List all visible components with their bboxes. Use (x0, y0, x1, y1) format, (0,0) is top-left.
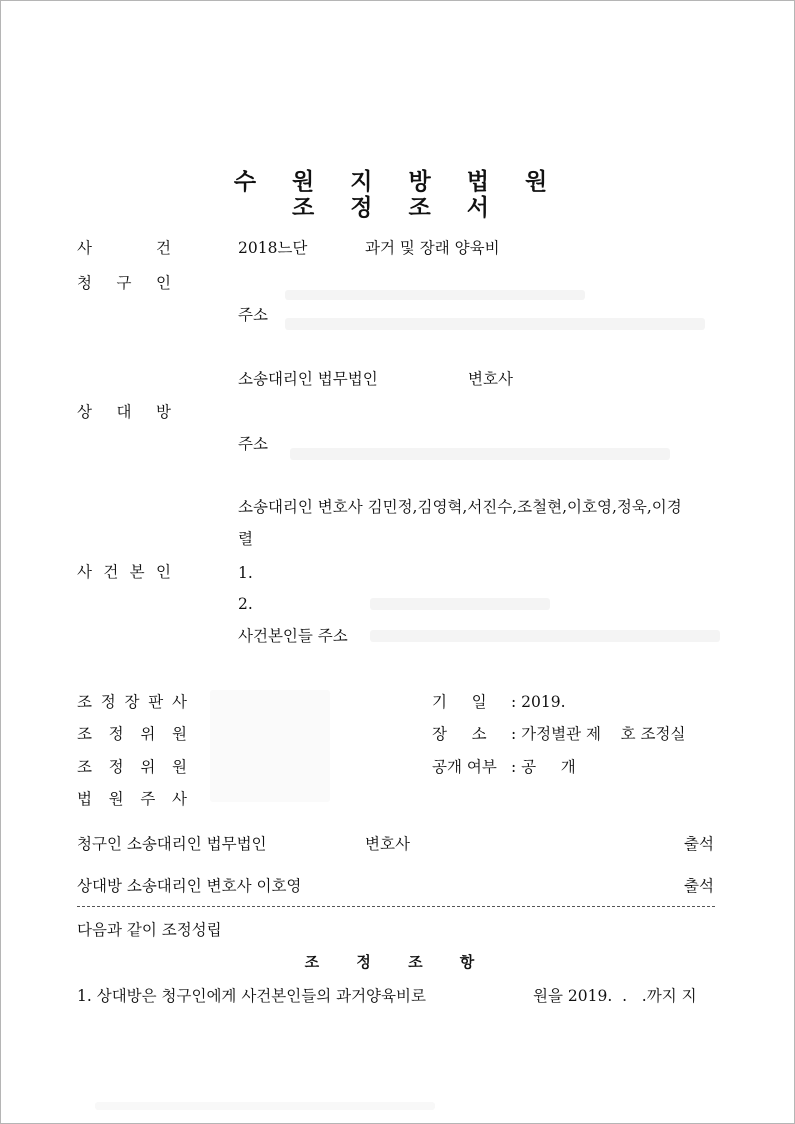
respondent-agent-attendance: 상대방 소송대리인 변호사 이호영 (77, 877, 302, 895)
conclusion-statement: 다음과 같이 조정성립 (77, 921, 222, 939)
claimant-agent-attendance: 청구인 소송대리인 법무법인 (77, 835, 267, 853)
public-label: 공개 여부 (432, 758, 497, 776)
claimant-agent-label: 소송대리인 법무법인 (238, 370, 378, 388)
case-name: 과거 및 장래 양육비 (365, 239, 500, 257)
case-number: 2018느단 (238, 239, 308, 257)
redacted-area (95, 1102, 435, 1110)
case-label: 사 건 (77, 239, 171, 257)
claimant-agent-suffix: 변호사 (468, 370, 513, 388)
document-title: 조 정 조 서 (292, 195, 503, 221)
principal-item-1: 1. (238, 564, 253, 582)
redacted-area (370, 630, 720, 642)
date-label: 기 일 (432, 693, 487, 711)
respondent-label: 상 대 방 (77, 403, 171, 421)
respondent-agent-line1: 소송대리인 변호사 김민정,김영혁,서진수,조철현,이호영,정욱,이경 (238, 498, 682, 516)
redacted-area (290, 448, 670, 460)
redacted-area (210, 690, 330, 802)
place-label: 장 소 (432, 725, 487, 743)
claimant-attendance-status: 출석 (684, 835, 714, 853)
mediator-1-label: 조 정 위 원 (77, 725, 187, 743)
court-name: 수 원 지 방 법 원 (233, 169, 562, 195)
section-divider (77, 906, 715, 907)
terms-heading: 조 정 조 항 (304, 953, 491, 971)
public-value: : 공 개 (511, 758, 576, 776)
mediator-2-label: 조 정 위 원 (77, 758, 187, 776)
clerk-label: 법 원 주 사 (77, 790, 187, 808)
place-value: : 가정별관 제 호 조정실 (511, 725, 686, 743)
principals-label: 사 건 본 인 (77, 563, 171, 581)
redacted-area (370, 598, 550, 610)
redacted-area (285, 290, 585, 300)
judge-label: 조 정 장 판 사 (77, 693, 187, 711)
date-value: : 2019. (511, 693, 566, 711)
respondent-address-label: 주소 (238, 435, 268, 453)
term-1-suffix: 원을 2019. . .까지 지 (533, 987, 697, 1005)
claimant-label: 청 구 인 (77, 274, 171, 292)
respondent-agent-line2: 렬 (238, 530, 253, 548)
claimant-address-label: 주소 (238, 306, 268, 324)
redacted-area (285, 318, 705, 330)
principal-item-2: 2. (238, 595, 253, 613)
term-1-prefix: 1. 상대방은 청구인에게 사건본인들의 과거양육비로 (77, 987, 426, 1005)
claimant-agent-attendance-suffix: 변호사 (365, 835, 410, 853)
respondent-attendance-status: 출석 (684, 877, 714, 895)
principals-address-label: 사건본인들 주소 (238, 627, 348, 645)
